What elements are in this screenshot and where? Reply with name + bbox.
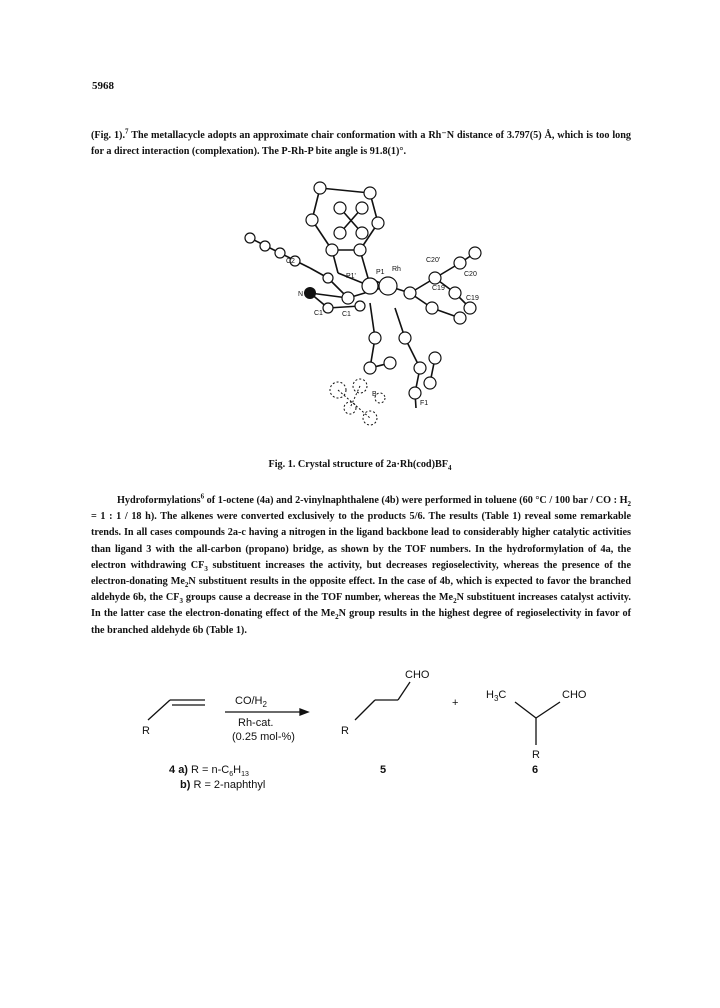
loading-label: (0.25 mol-%) [232,731,295,743]
alkene-bond [148,700,170,720]
paragraph-1-text: The metallacycle adopts an approximate chair conformation with a Rh⁻N distance of 3.797(5) Å, which is too long for a direct interaction (complexation). The P-Rh-P bite angle is 91.8(1)°. [91,130,631,158]
crystal-structure-drawing [220,168,500,458]
r-group-linear: R [341,725,349,737]
cho-linear: CHO [405,669,430,681]
atom-label-c19-prime: C19' [432,285,447,292]
plus-sign: + [452,697,459,709]
crystal-structure-figure [220,168,500,463]
atom-label-b: B [372,391,377,398]
compound-6-label: 6 [532,764,539,776]
catalyst-label: Rh-cat. [238,717,274,729]
atom-label-c20-prime: C20' [426,257,441,264]
fig-ref: (Fig. 1). [91,130,125,141]
atom-label-p1-prime: P1' [346,273,356,280]
atom-label-c19: C19 [466,295,479,302]
caption-complex: ·Rh(cod)BF [396,459,448,470]
r-group-start: R [142,725,150,737]
atom-label-p1: P1 [376,269,385,276]
citation: 7 [125,127,129,136]
compound-5-label: 5 [380,764,387,776]
atom-label-c2: C2 [286,258,295,265]
atom-label-c20: C20 [464,271,477,278]
r-group-branched: R [532,749,540,761]
methyl-label: $H_3C$ [486,689,507,703]
reaction-scheme [0,660,720,840]
compound-4a-def: 4 a) $R = n-C_6H_{13}$ [169,764,249,779]
cho-branched: CHO [562,689,587,701]
caption-compound: 2a [386,459,397,470]
atom-label-c1: C1 [342,311,351,318]
paragraph-2: Hydroformylations$^6$ of 1-octene (4a) and 2-vinylnaphthalene (4b) were performed in toluene (60 °C / 100 bar / CO : $H_2 = 1$ : 1 / 18 h). The alkenes were converted exclusively to the products 5/6. The results (Table 1) reveal some remarkable trends. In all cases compounds 2a-c having a nitrogen in the ligand backbone lead to considerably higher catalytic activities than ligand 3 with the all-carbon (propano) bridge, as shown by the TOF numbers. In the hydroformylation of 4a, the electron withdrawing $CF_3$ substituent increases the activity, but decreases regioselectivity, whereas the presence of the electron-donating $Me_2N$ substituent results in the opposite effect. In the case of 4b, which is expected to favor the branched aldehyde 6b, the $CF_3$ groups cause a decrease in the TOF number, whereas the $Me_2N$ substituent increases catalyst activity. In the latter case the electron-donating effect of the $Me_2N$ group results in the highest degree of regioselectivity in favor of the branched aldehyde 6b (Table 1). [91,492,631,636]
paragraph-1 [91,128,631,160]
caption-sub: 4 [448,464,452,473]
compound-4b-def: b) R = 2-naphthyl [180,779,266,791]
atom-label-f1: F1 [420,400,429,407]
caption-text: Fig. 1. Crystal structure of [268,459,387,470]
figure-caption [0,459,720,473]
reagent-label: $CO/H_2$ [235,695,267,709]
atom-label-n: N [298,291,304,298]
page-number: 5968 [92,80,114,92]
compound-4-definitions [169,764,265,791]
citation: 6 [200,492,205,501]
atom-label-c1-prime: C1' [314,310,325,317]
atom-label-rh: Rh [392,266,401,273]
